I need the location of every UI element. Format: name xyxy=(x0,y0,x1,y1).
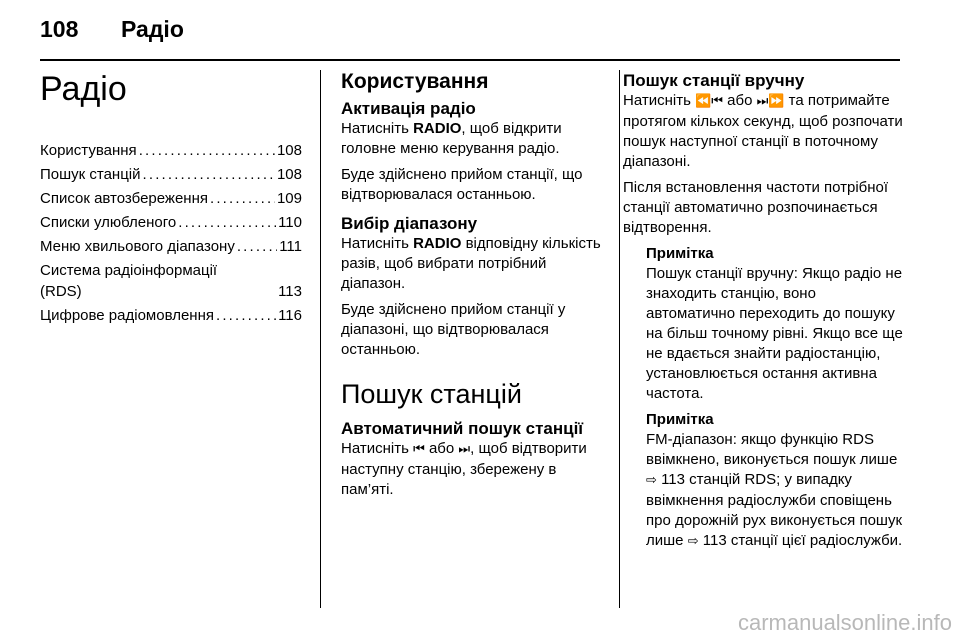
toc-entry-page: 116 xyxy=(278,307,302,324)
radio-key-label: RADIO xyxy=(413,120,462,137)
toc-entry-page: 109 xyxy=(276,190,302,207)
toc-leader xyxy=(143,164,275,185)
toc-entry[interactable] xyxy=(40,140,302,161)
seek-back-icon: ⏮ xyxy=(413,442,425,457)
paragraph: Натисніть ⏪⏮ або ⏭⏩ та потримайте протягом кількох секунд, щоб розпочати пошук наступної станції в поточному діапазоні. xyxy=(623,92,903,170)
toc-entry[interactable] xyxy=(40,188,302,209)
seek-forward-icon: ⏭ xyxy=(458,442,471,457)
toc-entry-page: 110 xyxy=(278,214,302,231)
header-title: Радіо xyxy=(121,16,184,42)
paragraph: Буде здійснено прийом станції, що відтворювалася останньою. xyxy=(341,166,583,203)
toc-entry[interactable] xyxy=(40,236,302,257)
note-block xyxy=(646,410,905,552)
radio-key-label: RADIO xyxy=(413,235,462,252)
toc-list xyxy=(40,140,302,326)
note-title: Примітка xyxy=(646,411,714,428)
page-reference-icon[interactable]: ⇨ xyxy=(646,473,657,488)
toc-leader xyxy=(216,305,276,326)
toc-entry-page: 111 xyxy=(279,238,302,255)
toc-entry-label: Списки улюбленого xyxy=(40,214,177,231)
subheading-activation: Активація радіо xyxy=(341,99,476,118)
toc-entry[interactable] xyxy=(40,164,302,185)
subheading-auto-search: Автоматичний пошук станції xyxy=(341,419,584,438)
section-heading-search: Пошук станцій xyxy=(341,379,522,409)
toc-entry-label-cont: (RDS) xyxy=(40,283,82,300)
toc-entry[interactable] xyxy=(40,260,302,302)
toc-entry-label: Цифрове радіомовлення xyxy=(40,307,214,324)
toc-entry-page: 108 xyxy=(276,142,302,159)
fast-back-icon: ⏪⏮ xyxy=(695,94,723,109)
toc-entry[interactable] xyxy=(40,305,302,326)
toc-entry-page: 113 xyxy=(278,283,302,300)
toc-column xyxy=(40,70,302,329)
paragraph: Після встановлення частоти потрібної станції автоматично розпочинається відтворення. xyxy=(623,179,889,236)
note-text: FM-діапазон: якщо функцію RDS ввімкнено, виконується пошук лише ⇨ 113 станцій RDS; у випадку ввімкнення радіослужби сповіщень про дорожній рух виконується пошук лише ⇨ 113 станції цієї радіослужби. xyxy=(646,431,903,549)
page-reference-icon[interactable]: ⇨ xyxy=(687,534,699,549)
toc-leader xyxy=(237,236,277,257)
paragraph: Натисніть RADIO, щоб відкрити головне меню керування радіо. xyxy=(341,120,562,157)
chapter-title: Радіо xyxy=(40,70,127,108)
watermark: carmanualsonline.info xyxy=(737,610,952,635)
paragraph: Натисніть RADIO відповідну кількість разів, щоб вибрати потрібний діапазон. xyxy=(341,235,601,292)
paragraph: Натисніть ⏮ або ⏭, щоб відтворити наступну станцію, збережену в пам’яті. xyxy=(341,440,587,498)
toc-entry-label: Меню хвильового діапазону xyxy=(40,238,235,255)
toc-entry-label: Пошук станцій xyxy=(40,166,141,183)
toc-leader xyxy=(178,212,276,233)
header-rule xyxy=(40,59,900,61)
subheading-manual-search: Пошук станції вручну xyxy=(623,71,805,90)
section-heading-usage: Користування xyxy=(341,70,489,93)
toc-entry-label: Список автозбереження xyxy=(40,190,208,207)
note-title: Примітка xyxy=(646,245,714,262)
toc-entry-page: 108 xyxy=(276,166,302,183)
content-column-3 xyxy=(623,70,905,558)
page-number: 108 xyxy=(40,16,79,42)
note-block xyxy=(646,244,905,404)
note-text: Пошук станції вручну: Якщо радіо не знаходить станцію, воно автоматично переходить до пошуку на більш точному рівні. Якщо все ще не вдається знайти радіостанцію, установлюється остання активна частота. xyxy=(646,265,903,402)
toc-entry-label: Система радіоінформації xyxy=(40,262,218,279)
fast-forward-icon: ⏭⏩ xyxy=(756,94,785,109)
toc-entry[interactable] xyxy=(40,212,302,233)
column-divider-2 xyxy=(619,70,620,608)
toc-leader xyxy=(139,140,275,161)
content-column-2 xyxy=(341,70,606,506)
subheading-band: Вибір діапазону xyxy=(341,214,478,233)
toc-leader xyxy=(210,188,275,209)
column-divider-1 xyxy=(320,70,321,608)
toc-entry-label: Користування xyxy=(40,142,137,159)
paragraph: Буде здійснено прийом станції у діапазоні, що відтворювалася останньою. xyxy=(341,301,566,358)
